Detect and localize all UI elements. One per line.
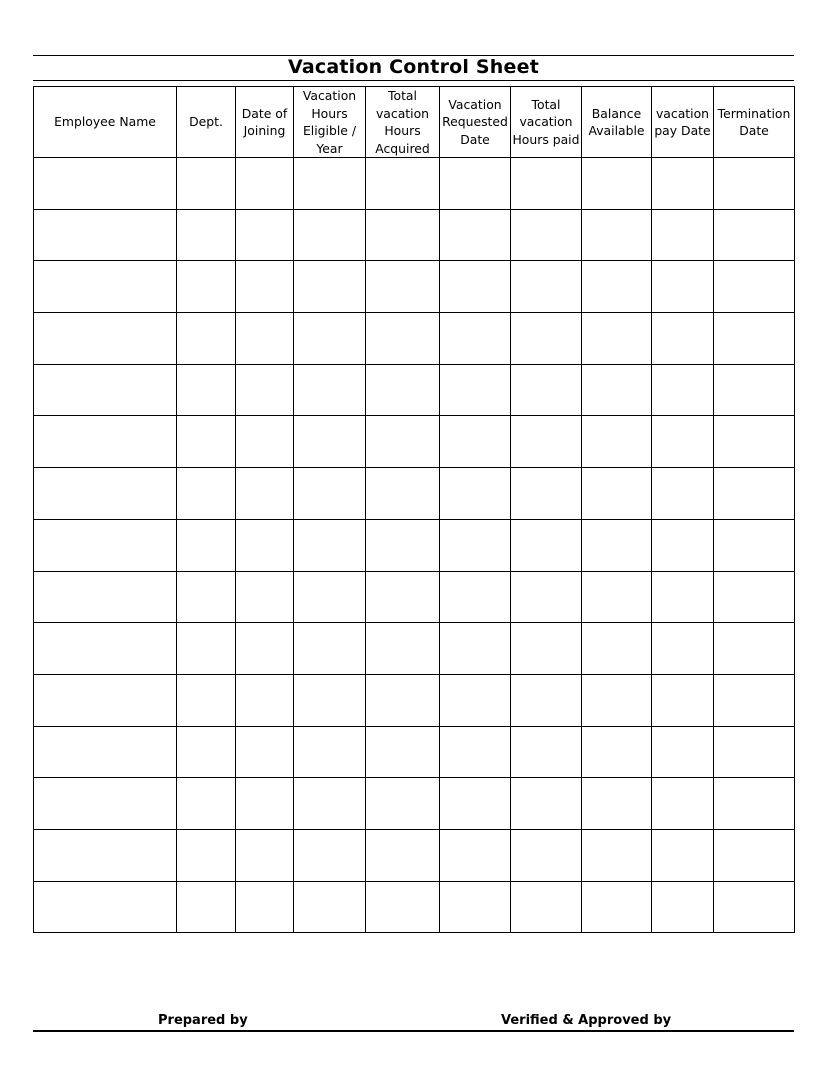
table-cell[interactable] [440, 364, 511, 416]
table-cell[interactable] [366, 881, 440, 933]
table-row [34, 778, 795, 830]
table-cell[interactable] [177, 623, 236, 675]
table-cell[interactable] [366, 829, 440, 881]
table-cell[interactable] [366, 364, 440, 416]
table-cell[interactable] [236, 209, 294, 261]
table-cell[interactable] [652, 468, 714, 520]
table-cell[interactable] [440, 623, 511, 675]
table-cell[interactable] [294, 158, 366, 210]
table-row [34, 468, 795, 520]
table-cell[interactable] [440, 829, 511, 881]
table-cell[interactable] [366, 468, 440, 520]
table-cell[interactable] [652, 209, 714, 261]
table-cell[interactable] [652, 623, 714, 675]
table-cell[interactable] [652, 364, 714, 416]
table-cell[interactable] [177, 364, 236, 416]
table-cell[interactable] [236, 261, 294, 313]
table-cell[interactable] [294, 674, 366, 726]
table-cell[interactable] [236, 674, 294, 726]
table-cell[interactable] [177, 829, 236, 881]
table-cell[interactable] [582, 726, 652, 778]
table-cell[interactable] [440, 519, 511, 571]
table-cell[interactable] [177, 571, 236, 623]
table-cell[interactable] [294, 881, 366, 933]
table-cell[interactable] [366, 158, 440, 210]
table-cell[interactable] [511, 468, 582, 520]
table-cell[interactable] [511, 416, 582, 468]
table-cell[interactable] [34, 778, 177, 830]
header-dept: Dept. [177, 87, 236, 158]
table-cell[interactable] [294, 416, 366, 468]
table-cell[interactable] [652, 261, 714, 313]
table-cell[interactable] [440, 726, 511, 778]
table-cell[interactable] [652, 726, 714, 778]
signature-rule [33, 1030, 794, 1032]
table-cell[interactable] [236, 623, 294, 675]
table-cell[interactable] [366, 778, 440, 830]
table-cell[interactable] [294, 778, 366, 830]
table-cell[interactable] [177, 726, 236, 778]
table-cell[interactable] [34, 571, 177, 623]
table-cell[interactable] [714, 778, 795, 830]
table-cell[interactable] [294, 364, 366, 416]
table-cell[interactable] [511, 829, 582, 881]
table-cell[interactable] [34, 468, 177, 520]
table-cell[interactable] [714, 726, 795, 778]
table-cell[interactable] [366, 623, 440, 675]
table-row [34, 158, 795, 210]
table-cell[interactable] [582, 571, 652, 623]
table-cell[interactable] [582, 881, 652, 933]
table-cell[interactable] [582, 674, 652, 726]
table-cell[interactable] [652, 829, 714, 881]
table-cell[interactable] [294, 571, 366, 623]
header-row [34, 87, 795, 158]
table-cell[interactable] [714, 209, 795, 261]
table-cell[interactable] [440, 209, 511, 261]
table-cell[interactable] [34, 881, 177, 933]
table-cell[interactable] [511, 364, 582, 416]
table-cell[interactable] [440, 571, 511, 623]
table-cell[interactable] [366, 519, 440, 571]
table-cell[interactable] [366, 416, 440, 468]
table-row [34, 881, 795, 933]
table-cell[interactable] [177, 261, 236, 313]
table-cell[interactable] [294, 313, 366, 365]
table-cell[interactable] [440, 468, 511, 520]
table-cell[interactable] [366, 313, 440, 365]
table-cell[interactable] [714, 158, 795, 210]
table-cell[interactable] [714, 881, 795, 933]
table-cell[interactable] [236, 519, 294, 571]
table-cell[interactable] [236, 726, 294, 778]
table-cell[interactable] [714, 364, 795, 416]
header-termination-date: Termination Date [714, 87, 795, 158]
table-cell[interactable] [177, 519, 236, 571]
table-cell[interactable] [714, 416, 795, 468]
table-cell[interactable] [652, 158, 714, 210]
sheet-title: Vacation Control Sheet [288, 56, 539, 78]
header-vacation-pay-date: vacation pay Date [652, 87, 714, 158]
vacation-table [33, 86, 795, 933]
table-cell[interactable] [366, 261, 440, 313]
table-cell[interactable] [652, 881, 714, 933]
table-row [34, 261, 795, 313]
table-cell[interactable] [652, 778, 714, 830]
table-row [34, 726, 795, 778]
table-cell[interactable] [34, 416, 177, 468]
table-cell[interactable] [177, 468, 236, 520]
table-cell[interactable] [440, 158, 511, 210]
table-cell[interactable] [440, 778, 511, 830]
table-cell[interactable] [177, 158, 236, 210]
table-cell[interactable] [177, 674, 236, 726]
table-cell[interactable] [34, 829, 177, 881]
table-cell[interactable] [582, 519, 652, 571]
table-cell[interactable] [652, 519, 714, 571]
table-cell[interactable] [714, 571, 795, 623]
table-cell[interactable] [652, 674, 714, 726]
table-body [34, 158, 795, 933]
table-cell[interactable] [34, 158, 177, 210]
prepared-by-label: Prepared by [158, 1013, 248, 1028]
header-employee-name: Employee Name [34, 87, 177, 158]
table-cell[interactable] [440, 881, 511, 933]
table-cell[interactable] [511, 313, 582, 365]
header-vacation-requested-date: Vacation Requested Date [440, 87, 511, 158]
header-date-of-joining: Date of Joining [236, 87, 294, 158]
table-cell[interactable] [236, 571, 294, 623]
table-cell[interactable] [714, 519, 795, 571]
table-row [34, 674, 795, 726]
table-row [34, 519, 795, 571]
table-cell[interactable] [34, 623, 177, 675]
table-cell[interactable] [582, 313, 652, 365]
table-cell[interactable] [236, 416, 294, 468]
table-row [34, 623, 795, 675]
table-cell[interactable] [236, 881, 294, 933]
table-cell[interactable] [236, 158, 294, 210]
table-cell[interactable] [366, 674, 440, 726]
table-cell[interactable] [511, 209, 582, 261]
table-row [34, 416, 795, 468]
title-underline-rule [33, 80, 794, 81]
table-cell[interactable] [294, 519, 366, 571]
table-cell[interactable] [511, 881, 582, 933]
table-row [34, 364, 795, 416]
table-cell[interactable] [34, 261, 177, 313]
table-row [34, 571, 795, 623]
table-cell[interactable] [714, 623, 795, 675]
table-cell[interactable] [294, 209, 366, 261]
table-cell[interactable] [177, 778, 236, 830]
header-total-vacation-hours-paid: Total vacation Hours paid [511, 87, 582, 158]
table-cell[interactable] [177, 209, 236, 261]
header-vacation-hours-eligible: Vacation Hours Eligible / Year [294, 87, 366, 158]
table-cell[interactable] [34, 209, 177, 261]
table-cell[interactable] [714, 674, 795, 726]
table-cell[interactable] [440, 416, 511, 468]
table-cell[interactable] [582, 261, 652, 313]
table-cell[interactable] [34, 364, 177, 416]
table-cell[interactable] [294, 829, 366, 881]
table-cell[interactable] [714, 261, 795, 313]
table-cell[interactable] [236, 829, 294, 881]
table-cell[interactable] [511, 519, 582, 571]
table-cell[interactable] [294, 468, 366, 520]
table-cell[interactable] [34, 313, 177, 365]
table-cell[interactable] [714, 313, 795, 365]
table-cell[interactable] [440, 674, 511, 726]
table-cell[interactable] [34, 519, 177, 571]
table-cell[interactable] [294, 726, 366, 778]
table-cell[interactable] [582, 416, 652, 468]
table-cell[interactable] [652, 571, 714, 623]
table-cell[interactable] [511, 726, 582, 778]
table-cell[interactable] [714, 468, 795, 520]
table-cell[interactable] [177, 416, 236, 468]
table-cell[interactable] [366, 209, 440, 261]
header-balance-available: Balance Available [582, 87, 652, 158]
table-cell[interactable] [511, 778, 582, 830]
table-cell[interactable] [34, 674, 177, 726]
table-cell[interactable] [652, 416, 714, 468]
table-cell[interactable] [236, 313, 294, 365]
table-row [34, 313, 795, 365]
table-cell[interactable] [236, 364, 294, 416]
table-cell[interactable] [236, 778, 294, 830]
table-cell[interactable] [236, 468, 294, 520]
table-cell[interactable] [511, 261, 582, 313]
table-cell[interactable] [177, 313, 236, 365]
table-cell[interactable] [582, 468, 652, 520]
header-total-vacation-hours-acquired: Total vacation Hours Acquired [366, 87, 440, 158]
table-cell[interactable] [582, 778, 652, 830]
table-cell[interactable] [177, 881, 236, 933]
table-cell[interactable] [511, 674, 582, 726]
table-cell[interactable] [714, 829, 795, 881]
table-row [34, 209, 795, 261]
table-cell[interactable] [582, 364, 652, 416]
table-cell[interactable] [511, 158, 582, 210]
table-cell[interactable] [366, 571, 440, 623]
verified-approved-by-label: Verified & Approved by [501, 1013, 672, 1028]
table-cell[interactable] [294, 623, 366, 675]
table-cell[interactable] [582, 158, 652, 210]
table-row [34, 829, 795, 881]
table-cell[interactable] [366, 726, 440, 778]
table-cell[interactable] [582, 829, 652, 881]
table-cell[interactable] [34, 726, 177, 778]
table-cell[interactable] [582, 623, 652, 675]
table-cell[interactable] [582, 209, 652, 261]
table-cell[interactable] [294, 261, 366, 313]
table-cell[interactable] [652, 313, 714, 365]
table-cell[interactable] [511, 623, 582, 675]
table-cell[interactable] [440, 313, 511, 365]
table-cell[interactable] [440, 261, 511, 313]
table-cell[interactable] [511, 571, 582, 623]
